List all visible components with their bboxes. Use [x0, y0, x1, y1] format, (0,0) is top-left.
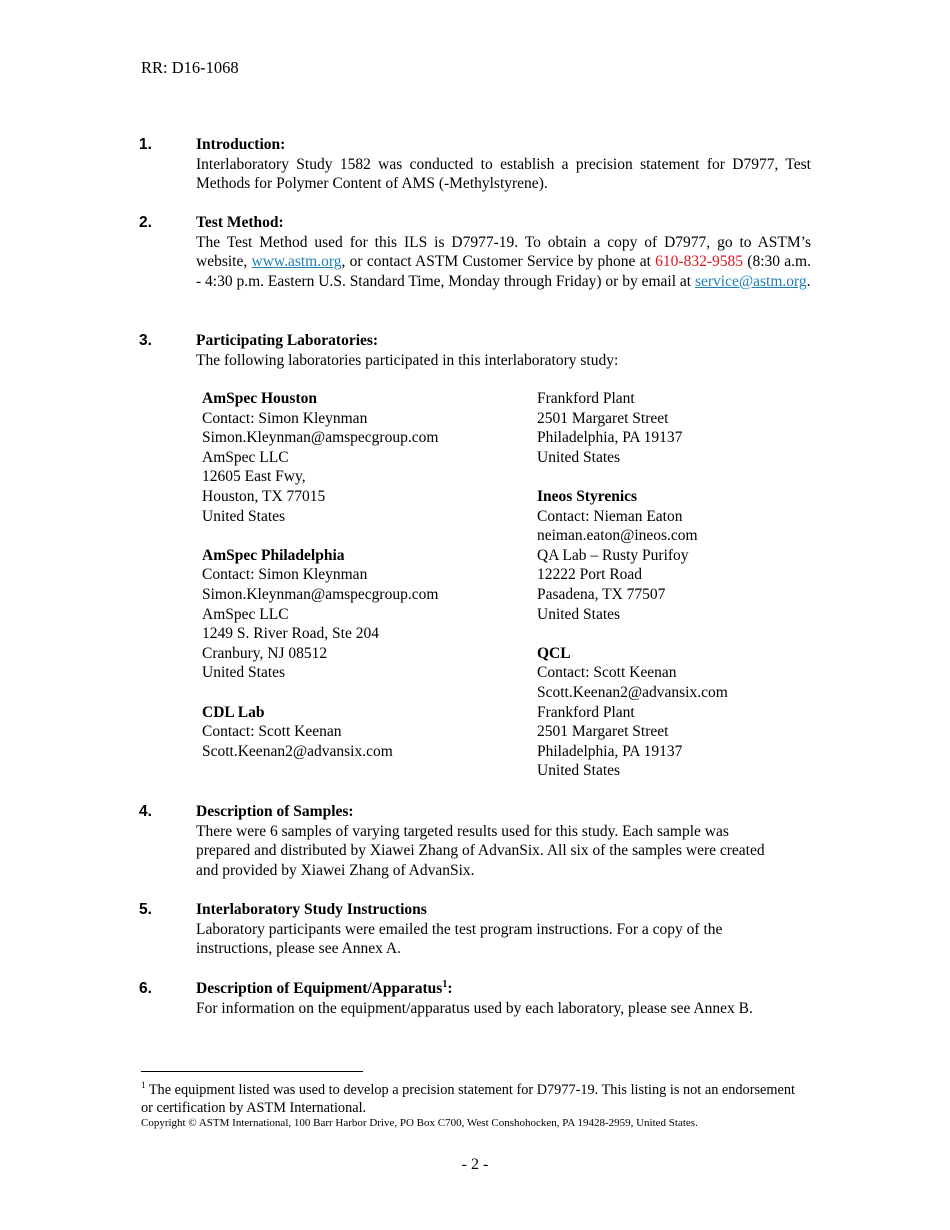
footnote-divider	[141, 1071, 363, 1072]
section-2-title: Test Method:	[196, 214, 284, 231]
section-3-body: The following laboratories participated in this interlaboratory study:	[196, 351, 619, 369]
section-1	[196, 135, 811, 194]
section-3-title: Participating Laboratories:	[196, 332, 379, 349]
footnote-ref: 1	[442, 978, 448, 990]
lab-line: 12605 East Fwy,	[202, 468, 306, 486]
section-6-title-text: Description of Equipment/Apparatus	[196, 980, 443, 997]
lab-line: Contact: Simon Kleynman	[202, 566, 368, 584]
section-5-body: Laboratory participants were emailed the test program instructions. For a copy of the instructions, please see Annex A.	[196, 920, 723, 958]
section-2-text-3: (8:30 a.m. - 4:30 p.m. Eastern U.S. Standard Time, Monday through Friday) or by email at	[196, 253, 811, 290]
lab-line: 2501 Margaret Street	[537, 723, 669, 741]
labs-right-column	[537, 389, 817, 781]
section-1-title: Introduction:	[196, 136, 286, 153]
lab-line: United States	[202, 507, 286, 525]
lab-line: neiman.eaton@ineos.com	[537, 527, 698, 545]
lab-line: Philadelphia, PA 19137	[537, 742, 683, 760]
lab-line: Scott.Keenan2@advansix.com	[202, 742, 393, 760]
section-4-title: Description of Samples:	[196, 803, 354, 820]
customer-service-phone: 610-832-9585	[655, 253, 743, 271]
lab-line: 1249 S. River Road, Ste 204	[202, 625, 379, 643]
section-4-number: 4.	[139, 803, 152, 820]
section-5-title: Interlaboratory Study Instructions	[196, 901, 427, 918]
footnote-marker: 1	[141, 1080, 146, 1091]
lab-name: Ineos Styrenics	[537, 487, 638, 505]
section-5-number: 5.	[139, 901, 152, 918]
footnote-text: The equipment listed was used to develop a precision statement for D7977-19. This listing is not an endorsement or certification by ASTM International.	[141, 1082, 795, 1116]
lab-line: Simon.Kleynman@amspecgroup.com	[202, 429, 439, 447]
lab-name: CDL Lab	[202, 703, 265, 721]
lab-line: Contact: Nieman Eaton	[537, 507, 683, 525]
section-2-text-1: The Test Method used for this ILS is D7977-19. To obtain a copy of D7977, go to ASTM’s website,	[196, 233, 811, 271]
lab-line: Contact: Scott Keenan	[202, 723, 342, 741]
lab-name: AmSpec Philadelphia	[202, 546, 345, 564]
page-number: - 2 -	[461, 1156, 489, 1173]
lab-line: United States	[537, 762, 621, 780]
copyright-notice: Copyright © ASTM International, 100 Barr Harbor Drive, PO Box C700, West Conshohocken, PA 19428-2959, United States.	[141, 1117, 698, 1129]
lab-line: Contact: Simon Kleynman	[202, 409, 368, 427]
section-2-number: 2.	[139, 214, 152, 231]
lab-line: Frankford Plant	[537, 390, 635, 407]
lab-line: Philadelphia, PA 19137	[537, 429, 683, 447]
section-1-number: 1.	[139, 136, 152, 153]
document-header: RR: D16-1068	[141, 58, 239, 77]
lab-amspec-philadelphia	[202, 546, 522, 683]
section-6-number: 6.	[139, 980, 152, 997]
lab-line: Cranbury, NJ 08512	[202, 644, 328, 662]
lab-amspec-houston	[202, 389, 522, 526]
lab-line: Houston, TX 77015	[202, 487, 326, 505]
section-6-body: For information on the equipment/apparatus used by each laboratory, please see Annex B.	[196, 999, 753, 1017]
lab-line: United States	[537, 448, 621, 466]
lab-line: Contact: Scott Keenan	[537, 664, 677, 682]
lab-line: Scott.Keenan2@advansix.com	[537, 683, 728, 701]
lab-name: AmSpec Houston	[202, 390, 317, 407]
section-6-title	[196, 979, 796, 999]
astm-website-link[interactable]: www.astm.org	[251, 253, 342, 271]
section-4-body: There were 6 samples of varying targeted results used for this study. Each sample was prepared and distributed by Xiawei Zhang of AdvanSix. All six of the samples were created and provided by Xiawei Zhang of AdvanSix.	[196, 822, 765, 879]
lab-line: Pasadena, TX 77507	[537, 585, 666, 603]
section-4	[196, 802, 786, 880]
lab-qcl	[537, 644, 817, 781]
lab-line: 12222 Port Road	[537, 566, 643, 584]
service-email-link[interactable]: service@astm.org	[694, 272, 807, 290]
section-6	[196, 979, 796, 1018]
section-2-body	[196, 233, 811, 292]
lab-cdl	[202, 703, 522, 762]
lab-line: AmSpec LLC	[202, 448, 289, 466]
section-2	[196, 213, 811, 291]
section-2-text-2: , or contact ASTM Customer Service by phone at	[341, 253, 656, 271]
labs-left-column	[202, 389, 522, 761]
lab-cdl-continued	[537, 389, 817, 467]
footnote	[141, 1081, 801, 1117]
lab-line: QA Lab – Rusty Purifoy	[537, 546, 689, 564]
section-6-title-colon: :	[447, 980, 453, 997]
lab-line: Frankford Plant	[537, 703, 635, 721]
lab-line: United States	[202, 664, 286, 682]
lab-line: AmSpec LLC	[202, 605, 289, 623]
lab-ineos-styrenics	[537, 487, 817, 624]
lab-name: QCL	[537, 644, 571, 662]
lab-line: 2501 Margaret Street	[537, 409, 669, 427]
lab-line: Simon.Kleynman@amspecgroup.com	[202, 585, 439, 603]
section-2-text-4: .	[806, 272, 811, 290]
section-5	[196, 900, 786, 959]
lab-line: United States	[537, 605, 621, 623]
section-1-body: Interlaboratory Study 1582 was conducted to establish a precision statement for D7977, Test Methods for Polymer Content of AMS (-Methylstyrene).	[196, 155, 811, 193]
section-3	[196, 331, 811, 370]
section-3-number: 3.	[139, 332, 152, 349]
